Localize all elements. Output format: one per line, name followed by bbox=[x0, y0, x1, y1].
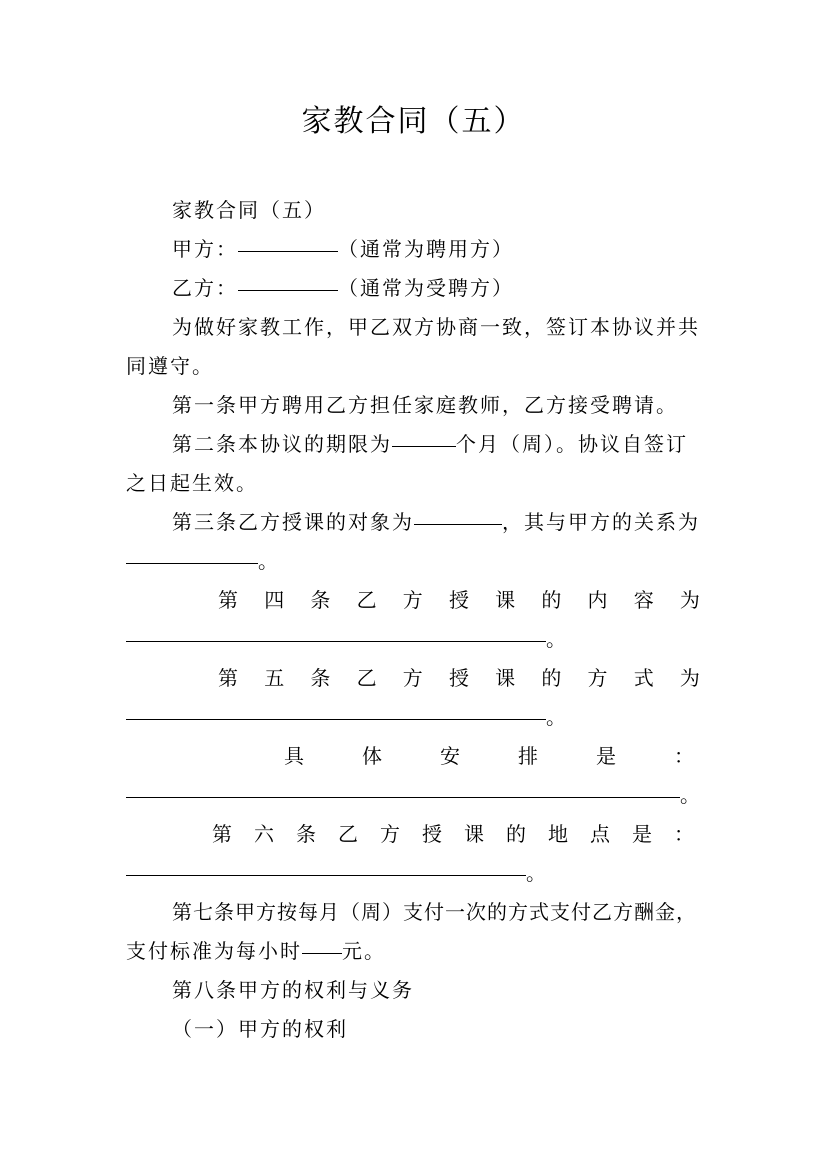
term-blank bbox=[392, 445, 456, 447]
student-blank bbox=[414, 523, 502, 525]
article-5-char: 课 bbox=[495, 666, 516, 690]
party-a-note: （通常为聘用方） bbox=[338, 237, 514, 261]
article-4-char: 第 bbox=[218, 588, 238, 612]
arrangement-char: 体 bbox=[362, 744, 382, 768]
article-5-char: 方 bbox=[587, 666, 608, 690]
article-2-line-2: 之日起生效。 bbox=[126, 471, 258, 495]
article-4-end: 。 bbox=[546, 627, 566, 651]
arrangement-char: ： bbox=[674, 744, 694, 768]
article-4-char: 为 bbox=[679, 588, 700, 612]
article-5-char: 授 bbox=[448, 666, 469, 690]
article-5-char: 条 bbox=[310, 666, 331, 690]
article-7-text-a: 支付标准为每小时 bbox=[126, 939, 302, 963]
article-4-char: 内 bbox=[587, 588, 608, 612]
content-blank bbox=[126, 640, 546, 642]
article-6-char: 乙 bbox=[338, 822, 358, 846]
article-6-char: 六 bbox=[254, 822, 274, 846]
arrangement-char: 排 bbox=[518, 744, 538, 768]
arrangement-line-1 bbox=[284, 736, 694, 776]
article-5-line-1 bbox=[218, 658, 700, 698]
article-4-char: 乙 bbox=[356, 588, 377, 612]
party-b-label: 乙方： bbox=[172, 276, 238, 300]
article-3-text-a: 第三条乙方授课的对象为 bbox=[172, 510, 414, 534]
method-blank bbox=[126, 718, 546, 720]
article-4-line-1 bbox=[218, 580, 700, 620]
arrangement-blank bbox=[126, 796, 680, 798]
article-4-line-2 bbox=[126, 619, 701, 659]
article-6-char: 点 bbox=[590, 822, 610, 846]
article-6-char: ： bbox=[674, 822, 694, 846]
article-5-end: 。 bbox=[546, 705, 566, 729]
party-b-note: （通常为受聘方） bbox=[338, 276, 514, 300]
article-7-text-b: 元。 bbox=[342, 939, 386, 963]
arrangement-char: 具 bbox=[284, 744, 304, 768]
article-5-char: 乙 bbox=[356, 666, 377, 690]
contract-heading: 家教合同（五） bbox=[172, 198, 326, 222]
article-2-text-b: 个月（周）。协议自签订 bbox=[456, 432, 688, 456]
arrangement-line-2 bbox=[126, 775, 701, 815]
article-4-char: 课 bbox=[495, 588, 516, 612]
article-6-char: 地 bbox=[548, 822, 568, 846]
article-7-line-2 bbox=[126, 931, 701, 971]
article-4-char: 条 bbox=[310, 588, 331, 612]
article-6-char: 条 bbox=[296, 822, 316, 846]
party-a-line bbox=[172, 229, 701, 269]
article-4-char: 的 bbox=[541, 588, 562, 612]
article-6-char: 的 bbox=[506, 822, 526, 846]
article-6-line-1 bbox=[212, 814, 694, 854]
article-5-char: 五 bbox=[264, 666, 285, 690]
article-4-char: 四 bbox=[264, 588, 285, 612]
article-5-char: 方 bbox=[402, 666, 423, 690]
article-6-char: 方 bbox=[380, 822, 400, 846]
article-2-line-1 bbox=[172, 424, 701, 464]
relationship-blank bbox=[126, 562, 258, 564]
article-6-end: 。 bbox=[526, 861, 546, 885]
party-a-label: 甲方： bbox=[172, 237, 238, 261]
article-1: 第一条甲方聘用乙方担任家庭教师，乙方接受聘请。 bbox=[172, 393, 678, 417]
preamble-line-2: 同遵守。 bbox=[126, 354, 214, 378]
arrangement-char: 是 bbox=[596, 744, 616, 768]
article-5-line-2 bbox=[126, 697, 701, 737]
party-b-blank bbox=[238, 289, 338, 291]
party-b-line bbox=[172, 268, 701, 308]
article-4-char: 授 bbox=[448, 588, 469, 612]
party-a-blank bbox=[238, 250, 338, 252]
document-title: 家教合同（五） bbox=[301, 104, 526, 139]
article-6-line-2 bbox=[126, 853, 701, 893]
article-6-char: 授 bbox=[422, 822, 442, 846]
article-8-heading: 第八条甲方的权利与义务 bbox=[172, 978, 414, 1002]
article-4-char: 容 bbox=[633, 588, 654, 612]
article-2-text-a: 第二条本协议的期限为 bbox=[172, 432, 392, 456]
article-7-line-1: 第七条甲方按每月（周）支付一次的方式支付乙方酬金， bbox=[172, 900, 697, 924]
article-5-char: 式 bbox=[633, 666, 654, 690]
article-3-text-b: ，其与甲方的关系为 bbox=[502, 510, 700, 534]
article-3-line-1 bbox=[172, 502, 701, 542]
article-3-line-2 bbox=[126, 541, 701, 581]
location-blank bbox=[126, 874, 526, 876]
arrangement-end: 。 bbox=[680, 783, 700, 807]
article-6-char: 课 bbox=[464, 822, 484, 846]
rate-blank bbox=[302, 952, 342, 954]
article-5-char: 第 bbox=[218, 666, 238, 690]
arrangement-char: 安 bbox=[440, 744, 460, 768]
article-4-char: 方 bbox=[402, 588, 423, 612]
article-3-end: 。 bbox=[258, 549, 280, 573]
article-5-char: 为 bbox=[679, 666, 700, 690]
party-a-rights-heading: （一）甲方的权利 bbox=[172, 1017, 348, 1041]
article-6-char: 第 bbox=[212, 822, 232, 846]
article-5-char: 的 bbox=[541, 666, 562, 690]
article-6-char: 是 bbox=[632, 822, 652, 846]
preamble-line-1: 为做好家教工作，甲乙双方协商一致，签订本协议并共 bbox=[172, 315, 700, 339]
